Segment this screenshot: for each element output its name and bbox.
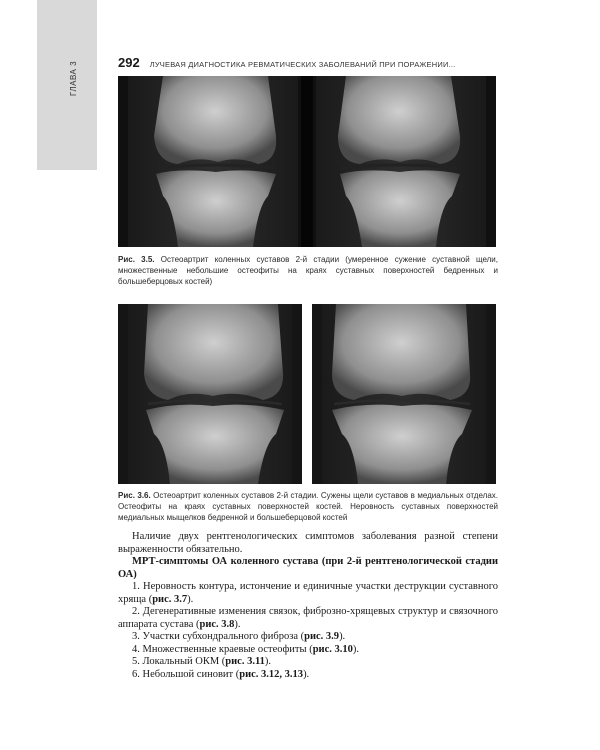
figure-reference: рис. 3.9 <box>304 631 340 642</box>
chapter-side-tab <box>37 0 97 170</box>
figure-3-6-caption <box>118 490 498 523</box>
figure-3-5-label: Рис. 3.5. <box>118 255 155 264</box>
figure-reference: рис. 3.8 <box>199 618 235 630</box>
section-heading: МРТ-симптомы ОА коленного сустава (при 2-й рентгенологической стадии ОА) <box>118 556 498 580</box>
figure-3-5-image <box>118 76 496 247</box>
figure-3-6-text: Остеоартрит коленных суставов 2-й стадии. Сужены щели суставов в медиальных отделах. Остеофиты на краях суставных поверхностей костей. Неровность суставных поверхностей медиальных мыщелков бедренной и большеберцовой костей <box>118 491 498 522</box>
figure-3-6-image-right <box>312 304 496 484</box>
figure-3-5-text: Остеоартрит коленных суставов 2-й стадии (умеренное сужение суставной щели, множественные небольшие остеофиты на краях суставных поверхностей бедренных и большеберцовых костей) <box>118 255 498 286</box>
list-item: 3. Участки субхондрального фиброза (рис. 3.9). <box>132 631 346 642</box>
figure-3-6-image-left <box>118 304 302 484</box>
figure-reference: рис. 3.11 <box>225 656 265 667</box>
intro-paragraph: Наличие двух рентгенологических симптомов заболевания разной степени выраженности обязательно. <box>118 531 498 555</box>
list-item: 1. Неровность контура, истончение и единичные участки деструкции суставного хряща (рис. 3.7). <box>118 581 498 605</box>
figure-3-5-caption <box>118 254 498 287</box>
list-item: 2. Дегенеративные изменения связок, фиброзно-хрящевых структур и связочного аппарата сустава (рис. 3.8). <box>118 606 498 630</box>
figure-reference: рис. 3.7 <box>152 593 188 605</box>
page-header <box>118 55 498 71</box>
page-number: 292 <box>118 55 140 70</box>
figure-3-6-label: Рис. 3.6. <box>118 491 151 500</box>
list-item: 4. Множественные краевые остеофиты (рис. 3.10). <box>132 643 360 655</box>
list-item: 6. Небольшой синовит (рис. 3.12, 3.13). <box>132 668 310 680</box>
running-title: ЛУЧЕВАЯ ДИАГНОСТИКА РЕВМАТИЧЕСКИХ ЗАБОЛЕВАНИЙ ПРИ ПОРАЖЕНИИ... <box>149 60 456 69</box>
chapter-label: ГЛАВА 3 <box>69 60 78 96</box>
figure-reference: рис. 3.10 <box>312 643 353 655</box>
list-item: 5. Локальный ОКМ (рис. 3.11). <box>132 656 272 667</box>
figure-reference: рис. 3.12, 3.13 <box>239 668 304 680</box>
body-text <box>118 531 498 681</box>
